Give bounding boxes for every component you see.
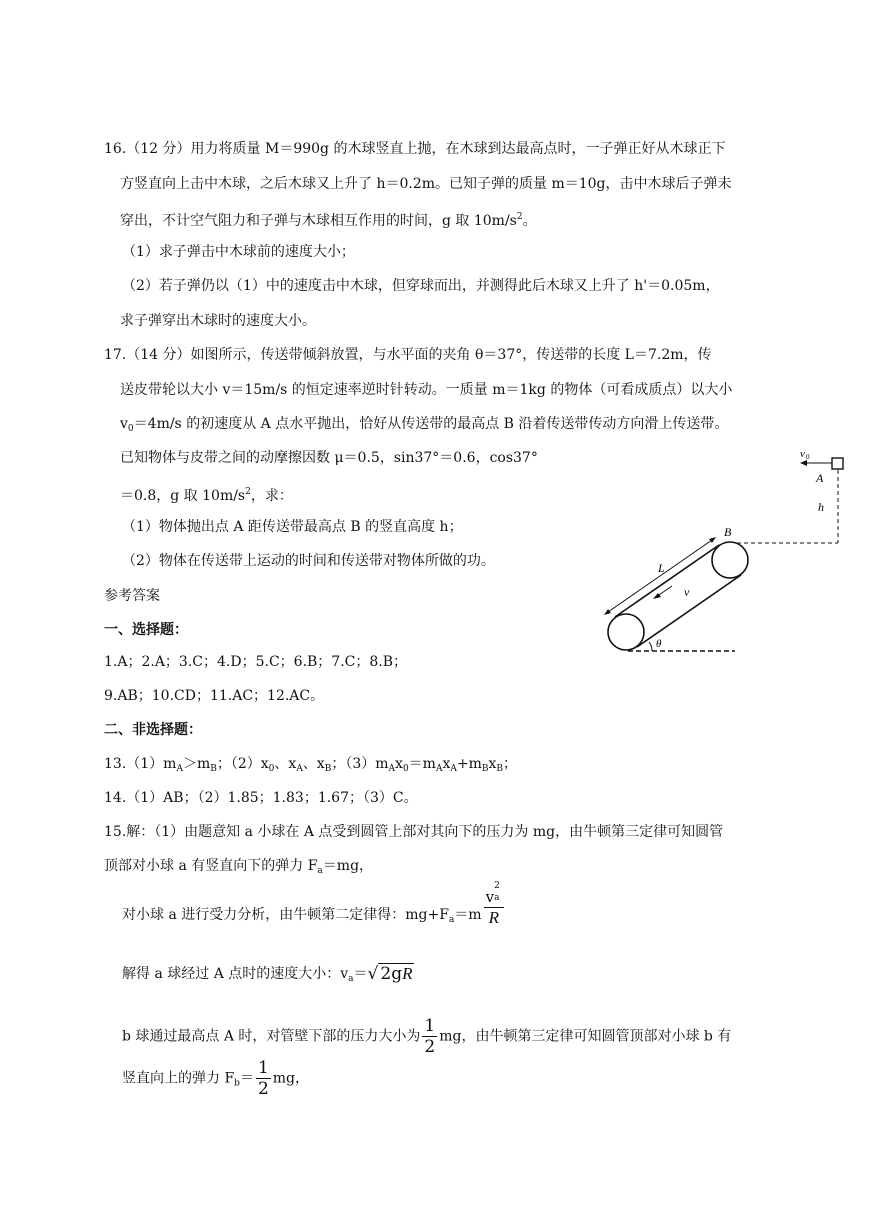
a15-l5-text: b 球通过最高点 A 时，对管壁下部的压力大小为 bbox=[122, 1028, 421, 1045]
a15-l5-end: mg，由牛顿第三定律可知圆管顶部对小球 b 有 bbox=[439, 1028, 732, 1045]
a13-sub: B bbox=[496, 764, 504, 774]
a15-l4-sub: a bbox=[348, 974, 354, 984]
l-dimension-line bbox=[608, 540, 712, 612]
angle-arc bbox=[649, 642, 652, 651]
a15-l6-eq: ＝ bbox=[239, 1070, 254, 1087]
a13-text: 13.（1）m bbox=[104, 756, 177, 772]
q17-v0-sub: 0 bbox=[127, 424, 134, 434]
a13-sub: A bbox=[435, 764, 443, 774]
q17-part-2: （2）物体在传送带上运动的时间和传送带对物体所做的功。 bbox=[122, 553, 495, 569]
a13-sub: B bbox=[210, 764, 217, 774]
q16-line-3-end: 。 bbox=[522, 213, 537, 229]
label-v0-sub: 0 bbox=[806, 453, 810, 461]
object-block bbox=[832, 458, 843, 469]
a15-l3-text: 对小球 a 进行受力分析，由牛顿第二定律得：mg+F bbox=[122, 907, 449, 923]
q17-line-5-end: ，求： bbox=[250, 488, 293, 504]
q16-line-3 bbox=[120, 207, 537, 231]
a13-text: x bbox=[442, 756, 451, 772]
q17-line-5-sup: 2 bbox=[245, 487, 251, 497]
a13-text: ； bbox=[503, 756, 518, 772]
answer-15-line-5 bbox=[122, 1016, 731, 1057]
half-den: 2 bbox=[424, 1037, 436, 1057]
a13-text: 、x bbox=[302, 756, 325, 772]
a15-l2-text: 顶部对小球 a 有竖直向下的弹力 F bbox=[104, 858, 318, 874]
a13-text: +m bbox=[456, 756, 482, 772]
a13-text: ；（2）x bbox=[216, 756, 269, 772]
a13-sub: A bbox=[450, 764, 457, 774]
a13-sub: A bbox=[176, 764, 183, 774]
a15-l6-sub: b bbox=[234, 1078, 240, 1089]
bottom-pulley bbox=[608, 614, 644, 650]
q17-line-3-text: ＝4m/s 的初速度从 A 点水平抛出，恰好从传送带的最高点 B 沿着传送带传动方向滑上传送带。 bbox=[133, 416, 729, 432]
section-1-heading: 一、选择题： bbox=[104, 622, 188, 638]
q16-part-2-line-1: （2）若子弹仍以（1）中的速度击中木球，但穿球而出，并测得此后木球又上升了 h'＝0.05m， bbox=[122, 278, 720, 294]
a15-l6-text: 竖直向上的弹力 F bbox=[122, 1070, 235, 1087]
frac-num-sup: 2 bbox=[494, 881, 500, 891]
answer-15-line-6 bbox=[122, 1058, 309, 1099]
a13-sub: 0 bbox=[268, 764, 275, 774]
a15-l4-eq: ＝ bbox=[353, 966, 368, 982]
q16-line-3-sup: 2 bbox=[516, 212, 523, 222]
sqrt-expression: √ 2gR bbox=[367, 964, 413, 984]
conveyor-belt-figure bbox=[590, 448, 850, 663]
q17-line-4: 已知物体与皮带之间的动摩擦因数 μ＝0.5，sin37°＝0.6，cos37° bbox=[120, 450, 538, 466]
a13-text: 、x bbox=[274, 756, 297, 772]
answers-row-1: 1.A；2.A；3.C；4.D；5.C；6.B；7.C；8.B； bbox=[104, 654, 408, 670]
label-L: L bbox=[658, 561, 665, 575]
sqrt-radicand-R: R bbox=[402, 964, 413, 983]
top-pulley bbox=[712, 542, 748, 578]
half-fraction bbox=[422, 1016, 437, 1057]
a15-l2-sub: a bbox=[317, 866, 323, 876]
a13-sub: B bbox=[481, 764, 489, 774]
half-num: 1 bbox=[257, 1058, 269, 1078]
belt-top bbox=[615, 545, 719, 617]
label-theta: θ bbox=[656, 638, 662, 650]
a15-l2-end: ＝mg， bbox=[322, 858, 374, 874]
label-A: A bbox=[816, 471, 824, 485]
label-v: v bbox=[684, 585, 690, 599]
answer-15-line-3 bbox=[122, 881, 506, 930]
a13-sub: A bbox=[296, 764, 303, 774]
answer-13 bbox=[104, 754, 517, 779]
frac-den-R: R bbox=[488, 908, 500, 927]
a15-l6-end: mg， bbox=[272, 1070, 310, 1087]
half-den: 2 bbox=[257, 1079, 269, 1099]
a13-text: ＝m bbox=[408, 756, 436, 772]
half-num: 1 bbox=[424, 1016, 436, 1036]
a13-text: ；（3）m bbox=[331, 756, 389, 772]
frac-num-sub: a bbox=[494, 893, 500, 903]
q17-line-3 bbox=[120, 414, 728, 439]
velocity-fraction bbox=[484, 882, 504, 928]
a15-l3-eq: ＝m bbox=[454, 907, 482, 923]
q16-line-3-text: 穿出，不计空气阻力和子弹与木球相互作用的时间，g 取 10m/s bbox=[120, 213, 517, 229]
answers-row-2: 9.AB；10.CD；11.AC；12.AC。 bbox=[104, 688, 325, 704]
a13-text: ＞m bbox=[182, 756, 211, 772]
q16-part-2-line-2: 求子弹穿出木球时的速度大小。 bbox=[120, 313, 316, 329]
q16-line-1: 16.（12 分）用力将质量 M＝990g 的木球竖直上抛，在木球到达最高点时，一子弹正好从木球正下 bbox=[104, 141, 726, 157]
a13-sub: A bbox=[388, 764, 396, 774]
l-arrowhead-bottom bbox=[604, 609, 611, 615]
q17-v0: v bbox=[120, 416, 128, 432]
label-v0: v bbox=[800, 448, 805, 460]
q17-line-2: 送皮带轮以大小 v＝15m/s 的恒定速率逆时针转动。一质量 m＝1kg 的物体（可看成质点）以大小 bbox=[120, 382, 733, 398]
q16-line-2: 方竖直向上击中木球，之后木球又上升了 h＝0.2m。已知子弹的质量 m＝10g，击中木球后子弹未 bbox=[120, 176, 732, 192]
a15-l4-text: 解得 a 球经过 A 点时的速度大小：v bbox=[122, 966, 349, 982]
q16-part-1: （1）求子弹击中木球前的速度大小； bbox=[122, 244, 355, 260]
a13-text: x bbox=[395, 756, 403, 772]
a13-text: x bbox=[488, 756, 497, 772]
a13-sub: B bbox=[324, 764, 332, 774]
frac-num-v: v bbox=[485, 888, 495, 906]
q17-line-1: 17.（14 分）如图所示，传送带倾斜放置，与水平面的夹角 θ＝37°，传送带的长度 L＝7.2m，传 bbox=[104, 347, 712, 363]
answers-heading: 参考答案 bbox=[104, 588, 160, 604]
answer-15-line-1: 15.解：（1）由题意知 a 小球在 A 点受到圆管上部对其向下的压力为 mg，由牛顿第三定律可知圆管 bbox=[104, 824, 724, 840]
answer-15-line-2 bbox=[104, 856, 373, 881]
answer-14: 14.（1）AB；（2）1.85；1.83；1.67；（3）C。 bbox=[104, 790, 418, 806]
q17-line-5-text: ＝0.8，g 取 10m/s bbox=[120, 488, 246, 504]
half-fraction bbox=[256, 1058, 271, 1099]
a15-l3-sub: a bbox=[448, 915, 455, 925]
label-B: B bbox=[724, 525, 732, 539]
q17-part-1: （1）物体抛出点 A 距传送带最高点 B 的竖直高度 h； bbox=[122, 519, 463, 535]
section-2-heading: 二、非选择题： bbox=[104, 722, 202, 738]
sqrt-radicand: 2g bbox=[380, 964, 403, 984]
l-arrowhead-top bbox=[709, 537, 716, 543]
q17-line-5 bbox=[120, 482, 293, 506]
answer-15-line-4 bbox=[122, 964, 414, 989]
a13-sub: 0 bbox=[402, 764, 409, 774]
label-h: h bbox=[818, 500, 824, 514]
